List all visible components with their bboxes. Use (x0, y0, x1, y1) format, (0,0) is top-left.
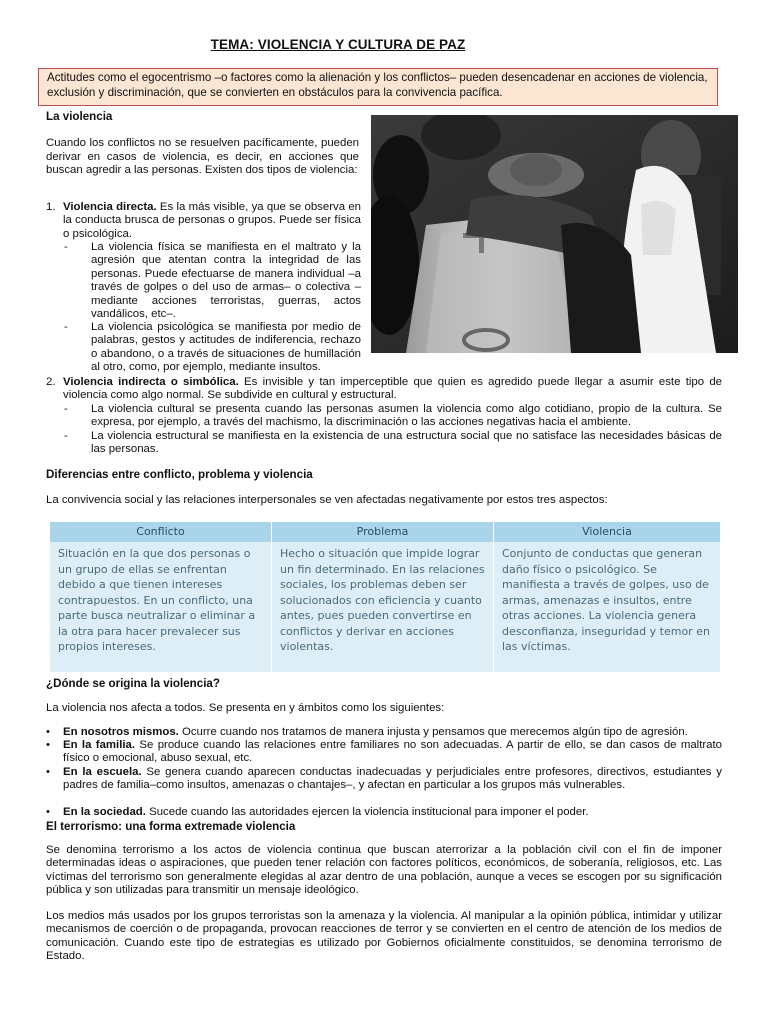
dash-marker: - (64, 321, 68, 333)
origen-list-item (46, 766, 722, 793)
terrorismo-paragraph-1: Se denomina terrorismo a los actos de violencia continua que buscan aterrorizar a la población civil con el fin de imponer determinadas ideas o aspiraciones, que pueden tener relación con factores políticos, económicos, de soberanía, religiosos, etc. Las víctimas del terrorismo son generalmente elegidas al azar dentro de una población, aunque a veces se escogen por su significación pública y son utilizadas para transmitir un mensaje ideológico. (46, 844, 722, 897)
origen-heading: ¿Dónde se origina la violencia? (46, 677, 220, 690)
header-violencia: Violencia (494, 522, 721, 542)
cell-violencia: Conjunto de conductas que generan daño físico o psicológico. Se manifiesta a través de golpes, uso de armas, amenazas e insultos, entre otras acciones. La violencia genera desconfianza, inseguridad y temor en las víctimas. (502, 547, 710, 653)
list-number: 1. (46, 201, 56, 213)
bullet-marker: • (46, 739, 50, 751)
item2-sub-2-text: La violencia estructural se manifiesta en la existencia de una estructura social que no satisface las necesidades básicas de las personas. (91, 430, 722, 456)
item1-term: Violencia directa. (63, 201, 157, 213)
origen-item-1-text (63, 726, 722, 739)
origen-item-1-desc: Ocurre cuando nos tratamos de manera injusta y pensamos que merecemos algún tipo de agresión. (178, 726, 688, 738)
table-row (50, 542, 720, 672)
violencia-intro: Cuando los conflictos no se resuelven pacíficamente, pueden derivar en casos de violencia, es decir, en acciones que buscan agredir a las personas. Existen dos tipos de violencia: (46, 137, 359, 177)
origen-item-2-desc: Se produce cuando las relaciones entre familiares no son adecuadas. A partir de ello, se dan casos de maltrato físico o emocional, abuso sexual, etc. (63, 739, 722, 765)
dash-marker: - (64, 430, 68, 442)
diferencias-heading: Diferencias entre conflicto, problema y violencia (46, 468, 313, 481)
origen-item-1-term: En nosotros mismos. (63, 726, 179, 738)
list-number: 2. (46, 376, 56, 388)
origen-list-item (46, 726, 722, 739)
item1-sub-1 (46, 241, 362, 321)
item1-text: Es la más visible, ya que se observa en la conducta brusca de personas o grupos. Puede ser física o psicológica. (63, 201, 361, 240)
origen-item-2-term: En la familia. (63, 739, 136, 751)
item2-sub-1 (46, 403, 722, 430)
origen-item-3-term: En la escuela. (63, 766, 142, 778)
bullet-marker: • (46, 806, 50, 818)
header-problema: Problema (272, 522, 494, 542)
origen-item-4-term: En la sociedad. (63, 806, 146, 818)
item2-sub-1-text: La violencia cultural se presenta cuando las personas asumen la violencia como algo cotidiano, propio de la cultura. Se expresa, por ejemplo, a través del machismo, la discriminación o las acciones negativas hacia el ambiente. (91, 403, 722, 429)
header-conflicto: Conflicto (50, 522, 272, 542)
item1-sub-1-text: La violencia física se manifiesta en el maltrato y la agresión que atentan contra la integridad de las personas. Puede efectuarse de manera individual –a través de golpes o del uso de armas– o colectiva –mediante acciones terroristas, guerras, actos vandálicos, etc–. (91, 241, 361, 321)
terrorismo-heading: El terrorismo: una forma extremade violencia (46, 820, 296, 833)
item1-paragraph (63, 201, 361, 241)
table-header-row (50, 522, 720, 542)
funeral-photo-illustration (371, 115, 738, 353)
comparison-table (50, 522, 720, 672)
cell-conflicto: Situación en la que dos personas o un grupo de ellas se enfrentan debido a que tienen intereses contrapuestos. En un conflicto, una parte busca neutralizar o eliminar a la otra para hacer prevalecer sus propios intereses. (50, 542, 272, 672)
origen-item-3-text (63, 766, 722, 793)
funeral-photo (371, 115, 738, 353)
dash-marker: - (64, 241, 68, 253)
violencia-list-item-1 (46, 201, 362, 241)
violencia-list-item-2 (46, 376, 722, 403)
bullet-marker: • (46, 766, 50, 778)
origen-list-item (46, 806, 722, 819)
dash-marker: - (64, 403, 68, 415)
origen-item-4-text (63, 806, 722, 819)
intro-callout: Actitudes como el egocentrismo –o factores como la alienación y los conflictos– pueden desencadenar en acciones de violencia, exclusión y discriminación, que se convierten en obstáculos para la convivencia pacífica. (38, 68, 718, 106)
item1-sub-2-text: La violencia psicológica se manifiesta por medio de palabras, gestos y actitudes de indiferencia, rechazo o abandono, o a través de situaciones de humillación al otro, como, por ejemplo, mediante insultos. (91, 321, 361, 374)
origen-item-4-desc: Sucede cuando las autoridades ejercen la violencia institucional para imponer el poder. (145, 806, 589, 818)
violencia-section (46, 110, 366, 178)
origen-list-item (46, 739, 722, 766)
origen-item-3-desc: Se genera cuando aparecen conductas inadecuadas y perjudiciales entre profesores, directivos, estudiantes y padres de familia–como insultos, amenazas o chantajes–, y afectan en particular a los grupos más vulnerables. (63, 766, 722, 792)
item2-sub-2 (46, 430, 722, 457)
origen-item-2-text (63, 739, 722, 766)
violencia-heading: La violencia (46, 110, 113, 123)
bullet-marker: • (46, 726, 50, 738)
terrorismo-paragraph-2: Los medios más usados por los grupos terroristas son la amenaza y la violencia. Al manipular a la opinión pública, intimidar y utilizar mecanismos de coerción o de propaganda, provocan reacciones de terror y se convierten en el centro de atención de los medios de comunicación. Cuando este tipo de estrategias es utilizado por Gobiernos oficialmente constituidos, se denomina terrorismo de Estado. (46, 910, 722, 963)
diferencias-intro: La convivencia social y las relaciones interpersonales se ven afectadas negativamente por estos tres aspectos: (46, 494, 608, 506)
document-title: TEMA: VIOLENCIA Y CULTURA DE PAZ (210, 37, 466, 52)
item1-sub-2 (46, 321, 376, 375)
item2-text: Es invisible y tan imperceptible que quien es agredido puede llegar a asumir este tipo de violencia como algo normal. Se subdivide en cultural y estructural. (63, 376, 722, 402)
origen-intro: La violencia nos afecta a todos. Se presenta en y ámbitos como los siguientes: (46, 702, 445, 714)
item2-term: Violencia indirecta o simbólica. (63, 376, 239, 388)
item2-paragraph (63, 376, 722, 403)
cell-problema: Hecho o situación que impide lograr un fin determinado. En las relaciones sociales, los problemas deben ser solucionados con eficiencia y cuanto antes, pues pueden convertirse en conflictos y derivar en acciones violentas. (272, 542, 494, 672)
